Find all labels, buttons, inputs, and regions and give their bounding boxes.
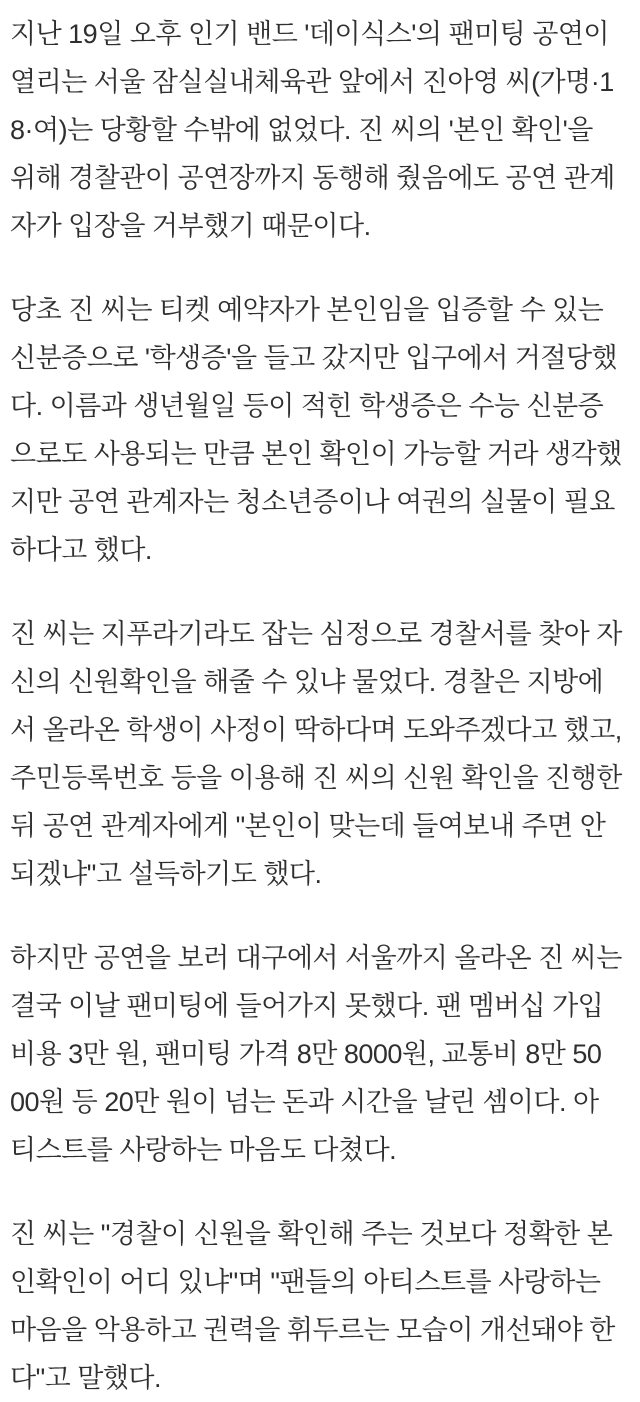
paragraph [10, 934, 630, 1174]
text-line: 뒤 공연 관계자에게 "본인이 맞는데 들여보내 주면 안 [10, 811, 606, 841]
text-line: 하지만 공연을 보러 대구에서 서울까지 올라온 진 씨는 [10, 943, 622, 973]
text-line: 8·여)는 당황할 수밖에 없었다. 진 씨의 '본인 확인'을 [10, 115, 593, 145]
text-line: 으로도 사용되는 만큼 본인 확인이 가능할 거라 생각했 [10, 439, 622, 469]
text-line: 되겠냐"고 설득하기도 했다. [10, 859, 322, 889]
paragraph [10, 610, 630, 898]
text-line: 00원 등 20만 원이 넘는 돈과 시간을 날린 셈이다. 아 [10, 1087, 599, 1117]
text-line: 비용 3만 원, 팬미팅 가격 8만 8000원, 교통비 8만 50 [10, 1039, 602, 1069]
text-line: 다"고 말했다. [10, 1363, 161, 1393]
text-line: 자가 입장을 거부했기 때문이다. [10, 211, 371, 241]
text-line: 진 씨는 지푸라기라도 잡는 심정으로 경찰서를 찾아 자 [10, 619, 622, 649]
paragraph [10, 1210, 630, 1402]
text-line: 티스트를 사랑하는 마음도 다쳤다. [10, 1135, 397, 1165]
text-line: 진 씨는 "경찰이 신원을 확인해 주는 것보다 정확한 본 [10, 1219, 613, 1249]
article-body [10, 10, 630, 1402]
paragraph [10, 286, 630, 574]
text-line: 신의 신원확인을 해줄 수 있냐 물었다. 경찰은 지방에 [10, 667, 604, 697]
text-line: 다. 이름과 생년월일 등이 적힌 학생증은 수능 신분증 [10, 391, 604, 421]
text-line: 마음을 악용하고 권력을 휘두르는 모습이 개선돼야 한 [10, 1315, 615, 1345]
text-line: 열리는 서울 잠실실내체육관 앞에서 진아영 씨(가명·1 [10, 67, 614, 97]
text-line: 신분증으로 '학생증'을 들고 갔지만 입구에서 거절당했 [10, 343, 618, 373]
text-line: 주민등록번호 등을 이용해 진 씨의 신원 확인을 진행한 [10, 763, 622, 793]
text-line: 인확인이 어디 있냐"며 "팬들의 아티스트를 사랑하는 [10, 1267, 601, 1297]
text-line: 하다고 했다. [10, 535, 152, 565]
text-line: 지만 공연 관계자는 청소년증이나 여권의 실물이 필요 [10, 487, 615, 517]
text-line: 위해 경찰관이 공연장까지 동행해 줬음에도 공연 관계 [10, 163, 615, 193]
text-line: 지난 19일 오후 인기 밴드 '데이식스'의 팬미팅 공연이 [10, 19, 609, 49]
text-line: 서 올라온 학생이 사정이 딱하다며 도와주겠다고 했고, [10, 715, 622, 745]
paragraph [10, 10, 630, 250]
text-line: 결국 이날 팬미팅에 들어가지 못했다. 팬 멤버십 가입 [10, 991, 604, 1021]
text-line: 당초 진 씨는 티켓 예약자가 본인임을 입증할 수 있는 [10, 295, 604, 325]
